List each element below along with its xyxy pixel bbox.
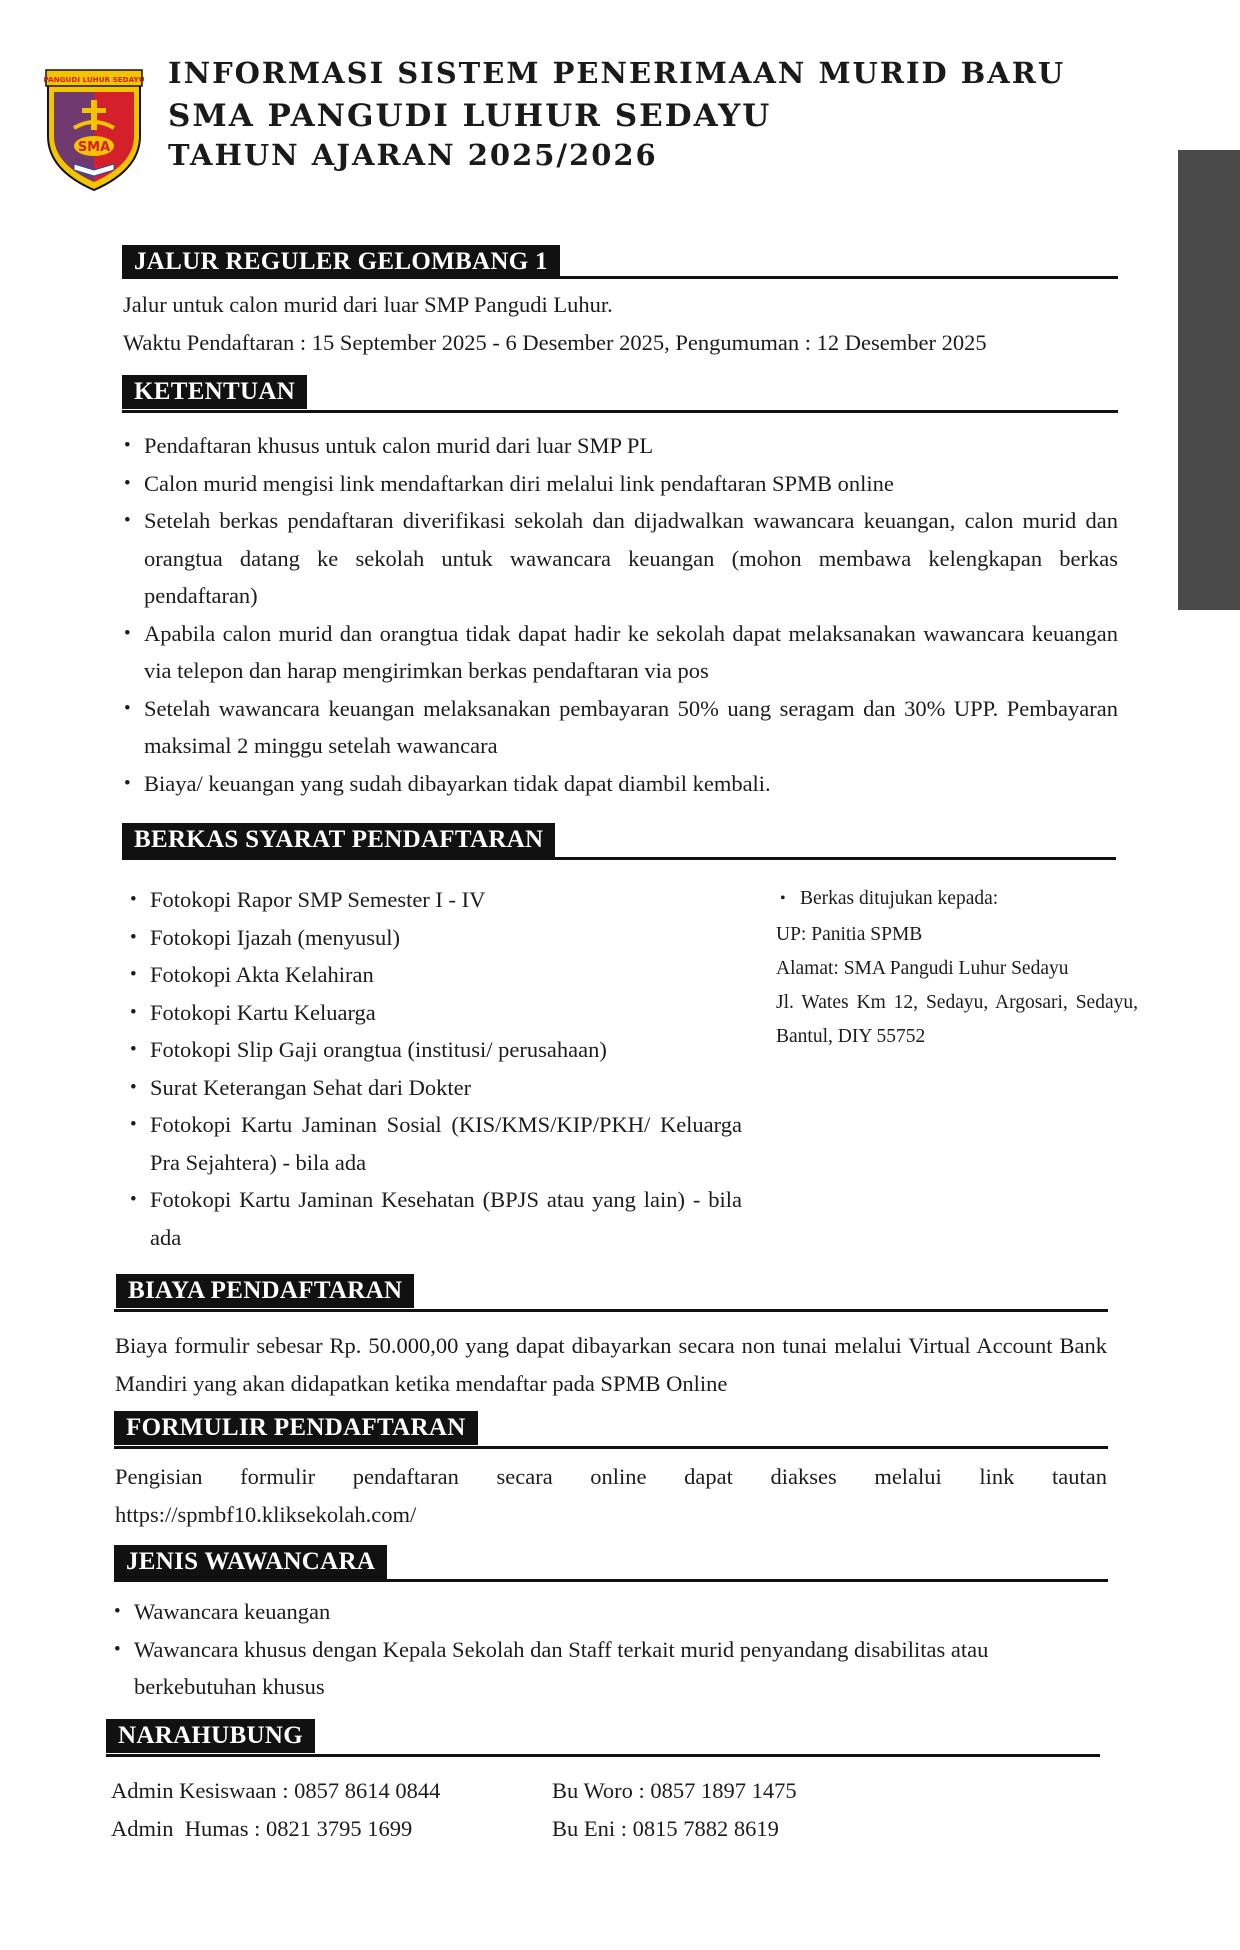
contact-bu-woro: Bu Woro : 0857 1897 1475 bbox=[552, 1778, 797, 1803]
list-item: • Pendaftaran khusus untuk calon murid dari luar SMP PL bbox=[122, 427, 1118, 465]
list-item: • Fotokopi Slip Gaji orangtua (institusi/ perusahaan) bbox=[128, 1031, 742, 1069]
formulir-link[interactable]: https://spmbf10.kliksekolah.com/ bbox=[115, 1501, 417, 1527]
berkas-list bbox=[128, 881, 742, 1256]
logo-shield-text: SMA bbox=[77, 140, 111, 155]
list-item: • Fotokopi Akta Kelahiran bbox=[128, 956, 742, 994]
address-line: Alamat: SMA Pangudi Luhur Sedayu bbox=[776, 958, 1069, 979]
formulir-block bbox=[115, 1458, 1107, 1533]
section-title-formulir: FORMULIR PENDAFTARAN bbox=[114, 1411, 478, 1445]
jalur-line-1: Jalur untuk calon murid dari luar SMP Pangudi Luhur. bbox=[123, 292, 613, 317]
section-rule bbox=[114, 1309, 1108, 1312]
side-decoration-bar bbox=[1178, 150, 1240, 610]
section-rule bbox=[114, 1579, 1108, 1582]
list-item: • Apabila calon murid dan orangtua tidak dapat hadir ke sekolah dapat melaksanakan wawancara keuangan via telepon dan harap mengirimkan berkas pendaftaran via pos bbox=[122, 615, 1118, 690]
address-line: Jl. Wates Km 12, Sedayu, Argosari, Sedayu, Bantul, DIY 55752 bbox=[776, 992, 1138, 1047]
section-title-biaya: BIAYA PENDAFTARAN bbox=[116, 1274, 414, 1308]
list-item: • Fotokopi Ijazah (menyusul) bbox=[128, 919, 742, 957]
contact-bu-eni: Bu Eni : 0815 7882 8619 bbox=[552, 1816, 779, 1841]
section-title-jalur: JALUR REGULER GELOMBANG 1 bbox=[122, 245, 560, 279]
header-line-2: SMA PANGUDI LUHUR SEDAYU bbox=[168, 98, 772, 134]
ketentuan-list bbox=[122, 427, 1118, 802]
list-item: • Biaya/ keuangan yang sudah dibayarkan tidak dapat diambil kembali. bbox=[122, 765, 1118, 803]
list-item: • Surat Keterangan Sehat dari Dokter bbox=[128, 1069, 742, 1107]
section-title-ketentuan: KETENTUAN bbox=[122, 375, 307, 409]
address-line: UP: Panitia SPMB bbox=[776, 924, 923, 945]
logo-banner-text: PANGUDI LUHUR SEDAYU bbox=[44, 75, 144, 84]
header-line-3: TAHUN AJARAN 2025/2026 bbox=[168, 138, 658, 172]
address-heading: • Berkas ditujukan kepada: bbox=[778, 882, 1138, 916]
list-item: • Fotokopi Kartu Jaminan Kesehatan (BPJS atau yang lain) - bila ada bbox=[128, 1181, 742, 1256]
section-rule bbox=[122, 857, 1116, 860]
list-item: • Fotokopi Kartu Keluarga bbox=[128, 994, 742, 1032]
school-crest-icon bbox=[44, 66, 144, 194]
header-line-1: INFORMASI SISTEM PENERIMAAN MURID BARU bbox=[168, 56, 1066, 90]
jalur-line-2: Waktu Pendaftaran : 15 September 2025 - 6 Desember 2025, Pengumuman : 12 Desember 2025 bbox=[123, 330, 987, 355]
list-item: • Calon murid mengisi link mendaftarkan diri melalui link pendaftaran SPMB online bbox=[122, 465, 1118, 503]
section-rule bbox=[114, 1446, 1108, 1449]
wawancara-list bbox=[112, 1593, 1070, 1706]
school-logo bbox=[44, 66, 144, 194]
list-item: • Fotokopi Kartu Jaminan Sosial (KIS/KMS/KIP/PKH/ Keluarga Pra Sejahtera) - bila ada bbox=[128, 1106, 742, 1181]
contact-admin-kesiswaan: Admin Kesiswaan : 0857 8614 0844 bbox=[111, 1778, 441, 1803]
address-heading-list bbox=[778, 882, 1138, 916]
address-block bbox=[776, 918, 1138, 1054]
contact-admin-humas: Admin Humas : 0821 3795 1699 bbox=[111, 1816, 413, 1841]
list-item: • Setelah berkas pendaftaran diverifikasi sekolah dan dijadwalkan wawancara keuangan, calon murid dan orangtua datang ke sekolah untuk wawancara keuangan (mohon membawa kelengkapan berkas pendaftaran) bbox=[122, 502, 1118, 615]
section-title-wawancara: JENIS WAWANCARA bbox=[114, 1545, 387, 1579]
list-item: • Wawancara keuangan bbox=[112, 1593, 1070, 1631]
list-item: • Fotokopi Rapor SMP Semester I - IV bbox=[128, 881, 742, 919]
list-item: • Wawancara khusus dengan Kepala Sekolah dan Staff terkait murid penyandang disabilitas atau berkebutuhan khusus bbox=[112, 1631, 1070, 1706]
section-rule bbox=[122, 410, 1118, 413]
formulir-text: Pengisian formulir pendaftaran secara online dapat diakses melalui link tautan bbox=[115, 1464, 1107, 1489]
section-title-narahubung: NARAHUBUNG bbox=[106, 1719, 315, 1753]
section-rule bbox=[106, 1754, 1100, 1757]
biaya-text: Biaya formulir sebesar Rp. 50.000,00 yang dapat dibayarkan secara non tunai melalui Virtual Account Bank Mandiri yang akan didapatkan ketika mendaftar pada SPMB Online bbox=[115, 1333, 1107, 1396]
section-title-berkas: BERKAS SYARAT PENDAFTARAN bbox=[122, 823, 555, 857]
list-item: • Setelah wawancara keuangan melaksanakan pembayaran 50% uang seragam dan 30% UPP. Pembayaran maksimal 2 minggu setelah wawancara bbox=[122, 690, 1118, 765]
